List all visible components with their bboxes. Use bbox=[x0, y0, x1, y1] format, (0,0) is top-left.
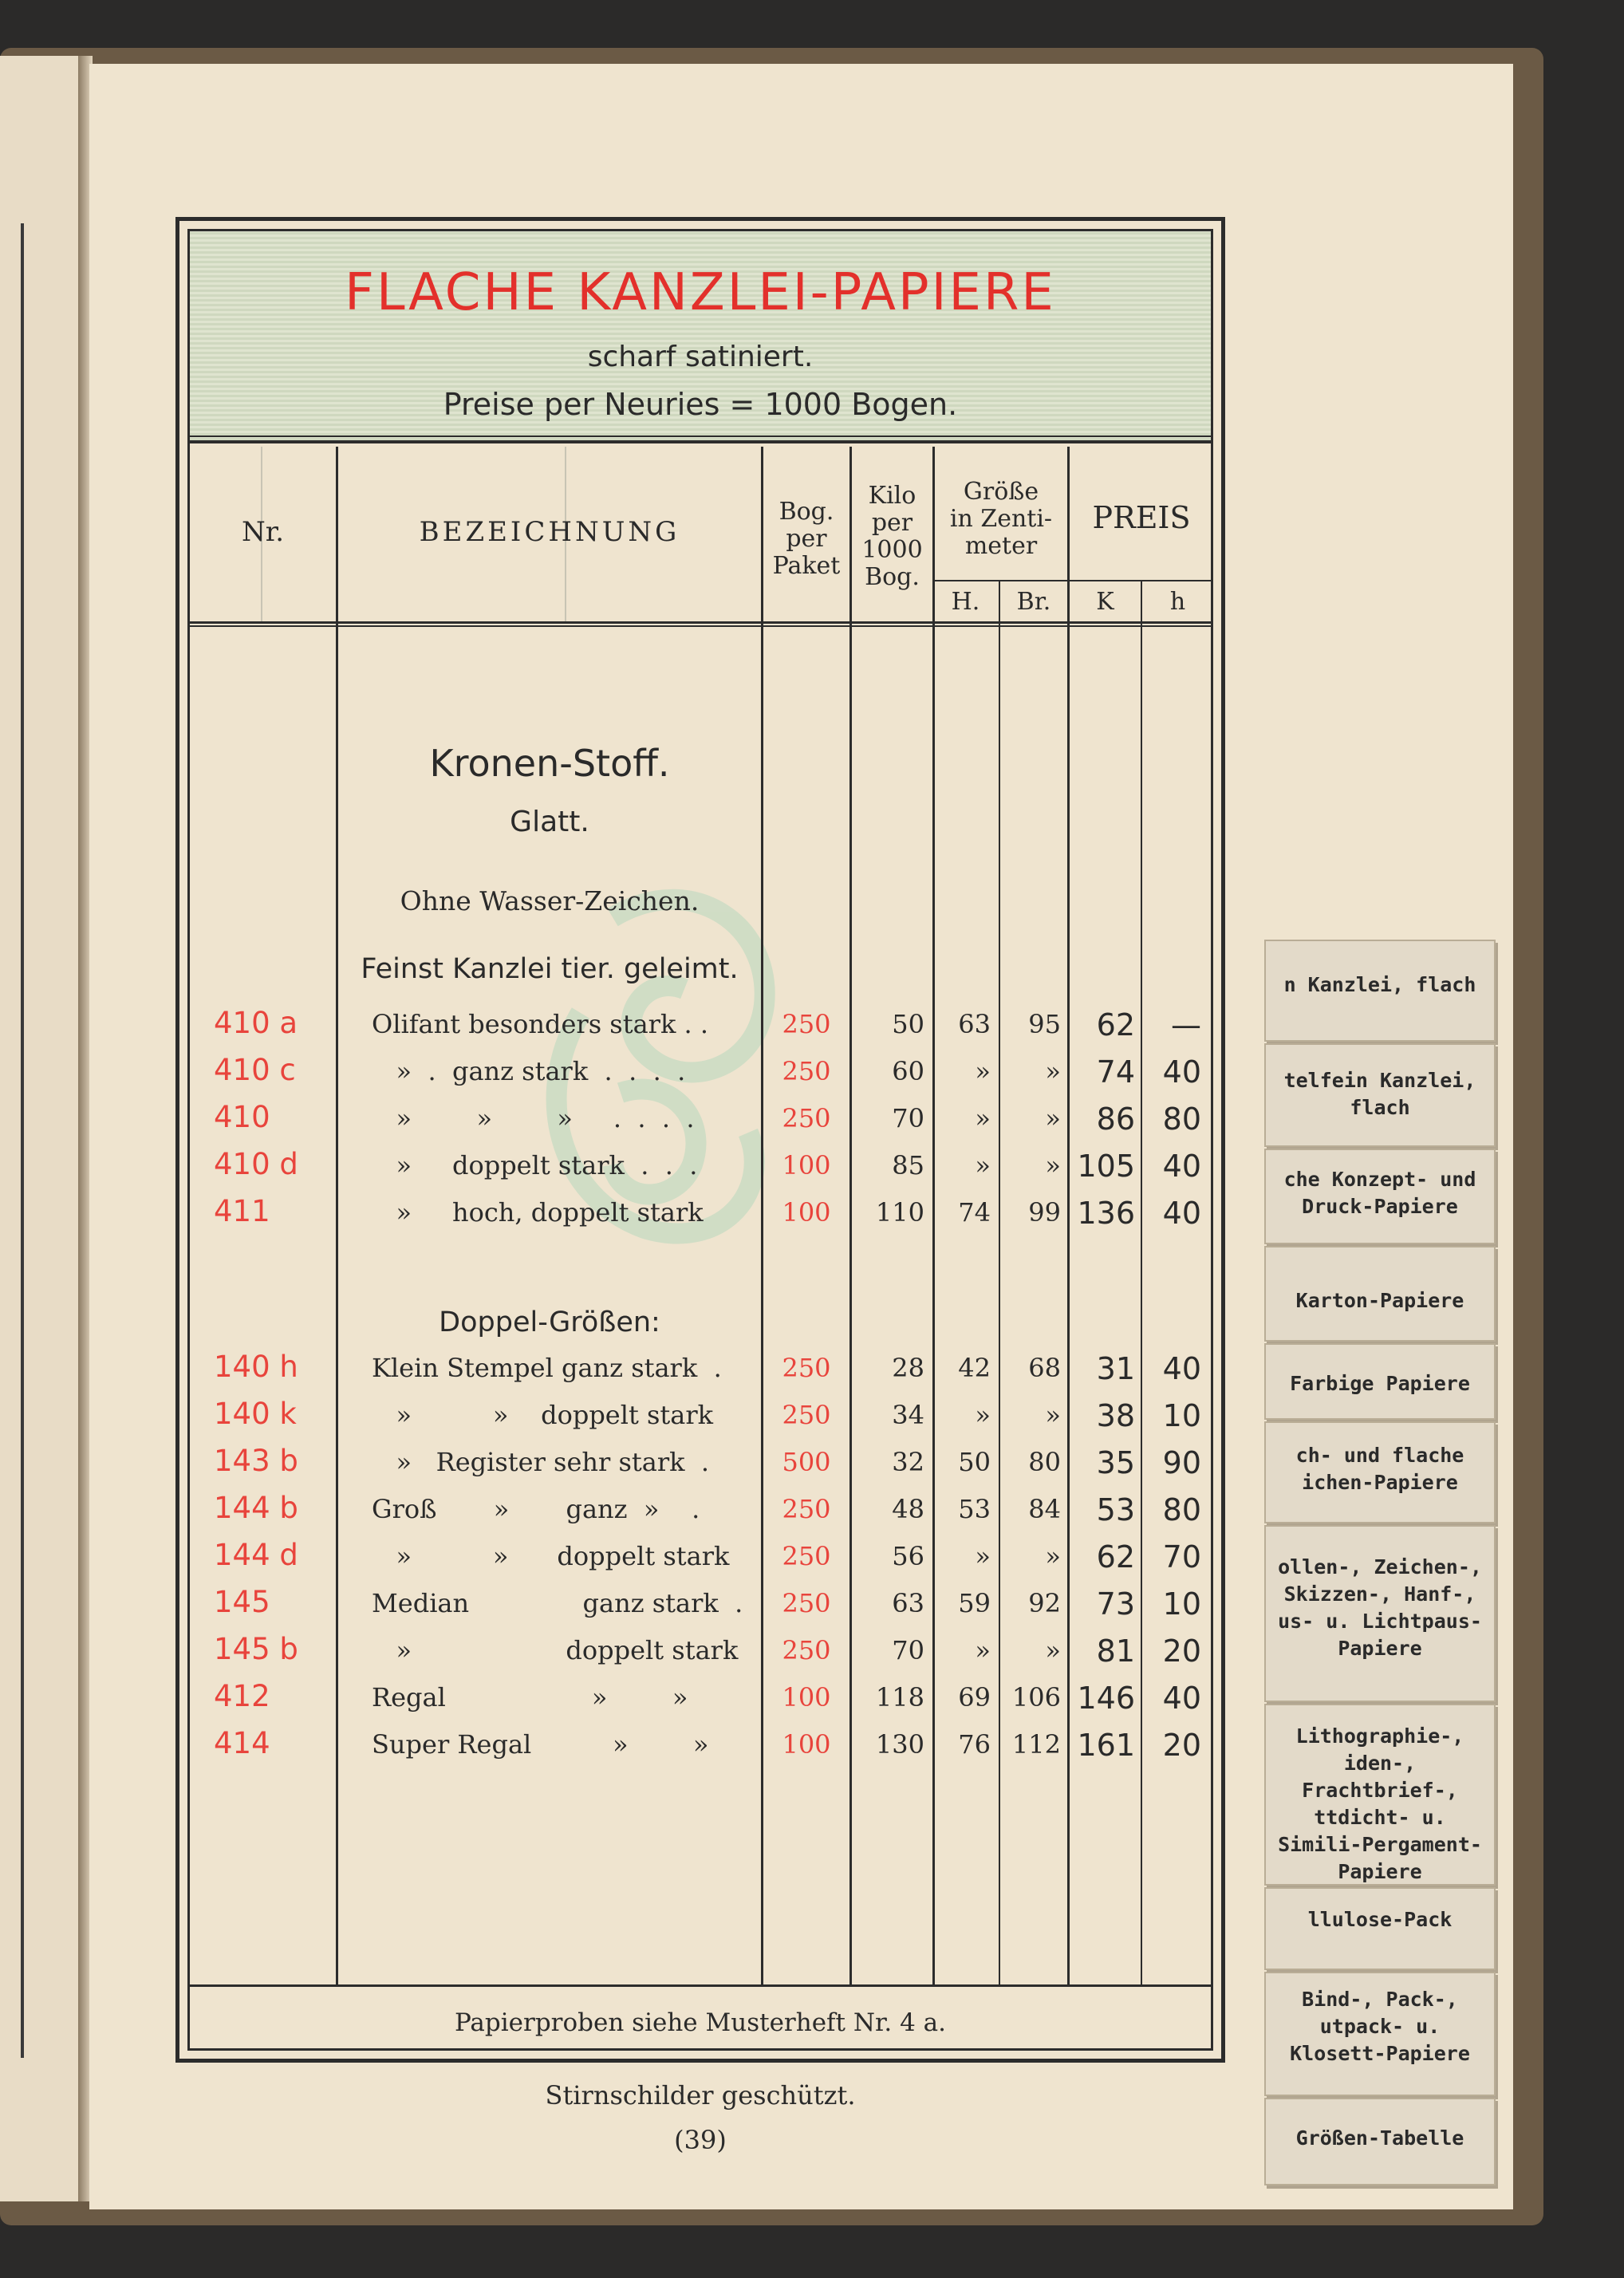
row-preis-h: — bbox=[1171, 1007, 1201, 1042]
section-kronen-stoff: Kronen-Stoff. bbox=[429, 742, 670, 785]
row-bezeichnung: Median ganz stark . bbox=[372, 1588, 743, 1618]
row-preis-k: 73 bbox=[1096, 1586, 1135, 1622]
col-header-groesse-line: meter bbox=[964, 532, 1038, 560]
col-header-bog-line: Paket bbox=[772, 552, 841, 580]
header-bottom-rule-2 bbox=[190, 625, 1211, 627]
table-row bbox=[190, 1100, 1211, 1143]
row-hoehe: 50 bbox=[958, 1447, 991, 1477]
col-line-h bbox=[999, 580, 1000, 1984]
row-bezeichnung: » doppelt stark . . . bbox=[372, 1150, 698, 1180]
row-kilo: 28 bbox=[892, 1353, 924, 1383]
row-preis-k: 31 bbox=[1096, 1351, 1135, 1386]
col-header-groesse-line: in Zenti- bbox=[949, 505, 1053, 533]
table-row bbox=[190, 1397, 1211, 1440]
row-preis-k: 53 bbox=[1096, 1492, 1135, 1527]
row-kilo: 70 bbox=[892, 1635, 924, 1665]
col-header-groesse bbox=[935, 479, 1067, 560]
row-preis-k: 38 bbox=[1096, 1398, 1135, 1433]
tab-konzept-druck[interactable] bbox=[1264, 1149, 1496, 1244]
row-hoehe: » bbox=[975, 1541, 991, 1571]
row-kilo: 85 bbox=[892, 1150, 924, 1180]
row-bezeichnung: Super Regal » » bbox=[372, 1729, 709, 1760]
col-header-kilo-line: per bbox=[871, 509, 913, 537]
col-header-kilo-line: Kilo bbox=[868, 482, 916, 510]
row-hoehe: » bbox=[975, 1150, 991, 1180]
row-breite: » bbox=[1045, 1541, 1061, 1571]
page-title: FLACHE KANZLEI-PAPIERE bbox=[345, 263, 1056, 322]
price-note: Preise per Neuries = 1000 Bogen. bbox=[443, 387, 958, 422]
row-bog-per-paket: 100 bbox=[782, 1729, 831, 1760]
col-header-k: K bbox=[1096, 588, 1114, 616]
table-row bbox=[190, 1350, 1211, 1393]
page-number: (39) bbox=[674, 2125, 727, 2155]
row-bezeichnung: Regal » » bbox=[372, 1682, 688, 1712]
col-header-bog bbox=[763, 499, 849, 580]
row-preis-h: 40 bbox=[1162, 1054, 1201, 1090]
row-bog-per-paket: 250 bbox=[782, 1056, 831, 1086]
table-row bbox=[190, 1147, 1211, 1190]
row-breite: 92 bbox=[1028, 1588, 1061, 1618]
row-hoehe: » bbox=[975, 1635, 991, 1665]
row-bezeichnung: Groß » ganz » . bbox=[372, 1494, 700, 1524]
row-hoehe: 59 bbox=[958, 1588, 991, 1618]
row-nr: 140 h bbox=[214, 1350, 298, 1384]
row-preis-h: 40 bbox=[1162, 1351, 1201, 1386]
table-row bbox=[190, 1053, 1211, 1096]
row-breite: 95 bbox=[1028, 1009, 1061, 1039]
row-bog-per-paket: 100 bbox=[782, 1197, 831, 1228]
left-page-rule bbox=[0, 223, 24, 2058]
row-preis-k: 74 bbox=[1096, 1054, 1135, 1090]
row-breite: 106 bbox=[1011, 1682, 1061, 1712]
tab-label: che Konzept- und Druck-Papiere bbox=[1283, 1168, 1476, 1218]
tab-label: Bind-, Pack-, utpack- u. Klosett-Papiere bbox=[1290, 1988, 1470, 2065]
row-bog-per-paket: 250 bbox=[782, 1353, 831, 1383]
row-preis-k: 86 bbox=[1096, 1102, 1135, 1137]
tab-label: llulose-Pack bbox=[1307, 1908, 1453, 1931]
row-bezeichnung: Klein Stempel ganz stark . bbox=[372, 1353, 722, 1383]
row-preis-h: 80 bbox=[1162, 1492, 1201, 1527]
row-breite: 68 bbox=[1028, 1353, 1061, 1383]
tab-label: Karton-Papiere bbox=[1295, 1289, 1464, 1312]
row-preis-k: 62 bbox=[1096, 1539, 1135, 1574]
col-header-kilo-line: 1000 bbox=[861, 536, 923, 564]
row-kilo: 50 bbox=[892, 1009, 924, 1039]
row-breite: » bbox=[1045, 1635, 1061, 1665]
row-nr: 140 k bbox=[214, 1397, 297, 1431]
row-bezeichnung: » doppelt stark bbox=[372, 1635, 739, 1665]
section-doppel-groessen: Doppel-Größen: bbox=[439, 1306, 660, 1338]
row-bog-per-paket: 100 bbox=[782, 1150, 831, 1180]
row-bezeichnung: » hoch, doppelt stark bbox=[372, 1197, 704, 1228]
row-bezeichnung: Olifant besonders stark . . bbox=[372, 1009, 709, 1039]
row-preis-h: 70 bbox=[1162, 1539, 1201, 1574]
row-nr: 410 bbox=[214, 1100, 270, 1134]
row-nr: 143 b bbox=[214, 1444, 298, 1478]
table-row bbox=[190, 1726, 1211, 1769]
row-preis-k: 146 bbox=[1077, 1681, 1135, 1716]
row-preis-h: 10 bbox=[1162, 1586, 1201, 1622]
col-header-hl: h bbox=[1169, 588, 1186, 616]
row-hoehe: 69 bbox=[958, 1682, 991, 1712]
row-bezeichnung: » » » . . . . bbox=[372, 1103, 695, 1133]
row-hoehe: 42 bbox=[958, 1353, 991, 1383]
tab-karton[interactable] bbox=[1264, 1246, 1496, 1342]
row-bezeichnung: » » doppelt stark bbox=[372, 1541, 730, 1571]
tab-farbige[interactable] bbox=[1264, 1343, 1496, 1420]
left-page bbox=[0, 56, 81, 2201]
tab-label: Lithographie-, iden-, Frachtbrief-, ttdicht- u. Simili-Pergament-Papiere bbox=[1278, 1724, 1482, 1883]
row-kilo: 110 bbox=[875, 1197, 924, 1228]
row-breite: 112 bbox=[1011, 1729, 1061, 1760]
tab-lithographie[interactable] bbox=[1264, 1704, 1496, 1886]
section-glatt: Glatt. bbox=[510, 806, 589, 838]
row-kilo: 48 bbox=[892, 1494, 924, 1524]
title-band bbox=[190, 231, 1211, 443]
page-subtitle: scharf satiniert. bbox=[587, 341, 814, 373]
row-breite: » bbox=[1045, 1056, 1061, 1086]
tab-rollen-zeichen[interactable] bbox=[1264, 1525, 1496, 1702]
row-kilo: 32 bbox=[892, 1447, 924, 1477]
tab-cellulose-pack[interactable] bbox=[1264, 1887, 1496, 1970]
row-breite: » bbox=[1045, 1400, 1061, 1430]
tab-zeichen-papiere[interactable] bbox=[1264, 1421, 1496, 1523]
row-hoehe: » bbox=[975, 1103, 991, 1133]
row-nr: 410 c bbox=[214, 1053, 296, 1087]
row-bezeichnung: » Register sehr stark . bbox=[372, 1447, 710, 1477]
row-preis-h: 40 bbox=[1162, 1149, 1201, 1184]
col-header-groesse-line: Größe bbox=[963, 478, 1039, 506]
row-breite: » bbox=[1045, 1103, 1061, 1133]
col-header-br: Br. bbox=[1016, 588, 1051, 616]
tab-label: Größen-Tabelle bbox=[1295, 2126, 1464, 2150]
table-row bbox=[190, 1679, 1211, 1722]
row-nr: 144 b bbox=[214, 1491, 298, 1525]
tab-label: n Kanzlei, flach bbox=[1283, 973, 1476, 996]
row-preis-h: 20 bbox=[1162, 1728, 1201, 1763]
row-breite: 84 bbox=[1028, 1494, 1061, 1524]
row-bog-per-paket: 100 bbox=[782, 1682, 831, 1712]
col-header-bezeichnung: BEZEICHNUNG bbox=[419, 516, 680, 548]
row-nr: 410 d bbox=[214, 1147, 298, 1181]
stirnschilder-note: Stirnschilder geschützt. bbox=[545, 2080, 856, 2110]
col-line-k bbox=[1141, 580, 1142, 1984]
row-bezeichnung: » . ganz stark . . . . bbox=[372, 1056, 686, 1086]
tab-label: telfein Kanzlei, flach bbox=[1283, 1069, 1476, 1119]
table-row bbox=[190, 1444, 1211, 1487]
row-preis-k: 35 bbox=[1096, 1445, 1135, 1480]
row-preis-k: 105 bbox=[1077, 1149, 1135, 1184]
col-header-kilo bbox=[852, 483, 932, 591]
row-nr: 414 bbox=[214, 1726, 270, 1760]
subheader-rule bbox=[932, 580, 1213, 581]
row-hoehe: 63 bbox=[958, 1009, 991, 1039]
row-bog-per-paket: 250 bbox=[782, 1635, 831, 1665]
header-bottom-rule bbox=[190, 621, 1211, 624]
row-nr: 410 a bbox=[214, 1006, 298, 1040]
row-bog-per-paket: 500 bbox=[782, 1447, 831, 1477]
row-hoehe: 74 bbox=[958, 1197, 991, 1228]
section-feinst-kanzlei: Feinst Kanzlei tier. geleimt. bbox=[361, 953, 739, 985]
col-header-bog-line: per bbox=[786, 525, 827, 553]
col-header-nr: Nr. bbox=[241, 516, 285, 548]
table-row bbox=[190, 1538, 1211, 1581]
footer-rule bbox=[190, 1984, 1211, 1987]
row-nr: 145 b bbox=[214, 1632, 298, 1666]
row-preis-h: 90 bbox=[1162, 1445, 1201, 1480]
row-kilo: 118 bbox=[875, 1682, 924, 1712]
tab-label: ch- und flache ichen-Papiere bbox=[1295, 1444, 1464, 1494]
row-preis-k: 62 bbox=[1096, 1007, 1135, 1042]
price-table-frame bbox=[175, 217, 1225, 2063]
row-kilo: 34 bbox=[892, 1400, 924, 1430]
table-row bbox=[190, 1632, 1211, 1675]
row-kilo: 63 bbox=[892, 1588, 924, 1618]
footer-musterheft: Papierproben siehe Musterheft Nr. 4 a. bbox=[454, 2008, 947, 2037]
table-row bbox=[190, 1585, 1211, 1628]
row-bezeichnung: » » doppelt stark bbox=[372, 1400, 714, 1430]
row-nr: 411 bbox=[214, 1194, 270, 1228]
row-nr: 412 bbox=[214, 1679, 270, 1713]
row-bog-per-paket: 250 bbox=[782, 1494, 831, 1524]
row-hoehe: » bbox=[975, 1400, 991, 1430]
row-hoehe: 53 bbox=[958, 1494, 991, 1524]
row-hoehe: » bbox=[975, 1056, 991, 1086]
row-preis-h: 80 bbox=[1162, 1102, 1201, 1137]
row-kilo: 56 bbox=[892, 1541, 924, 1571]
col-header-preis: PREIS bbox=[1092, 500, 1191, 535]
row-kilo: 70 bbox=[892, 1103, 924, 1133]
row-kilo: 60 bbox=[892, 1056, 924, 1086]
row-bog-per-paket: 250 bbox=[782, 1103, 831, 1133]
tab-mittelfein-kanzlei[interactable] bbox=[1264, 1043, 1496, 1147]
price-table bbox=[187, 229, 1213, 2051]
row-nr: 145 bbox=[214, 1585, 270, 1619]
row-breite: 99 bbox=[1028, 1197, 1061, 1228]
row-hoehe: 76 bbox=[958, 1729, 991, 1760]
row-preis-k: 161 bbox=[1077, 1728, 1135, 1763]
tab-groessen-tabelle[interactable] bbox=[1264, 2098, 1496, 2185]
row-kilo: 130 bbox=[875, 1729, 924, 1760]
table-row bbox=[190, 1006, 1211, 1049]
row-preis-h: 10 bbox=[1162, 1398, 1201, 1433]
col-header-bog-line: Bog. bbox=[778, 498, 834, 526]
row-bog-per-paket: 250 bbox=[782, 1009, 831, 1039]
row-breite: 80 bbox=[1028, 1447, 1061, 1477]
row-breite: » bbox=[1045, 1150, 1061, 1180]
row-bog-per-paket: 250 bbox=[782, 1400, 831, 1430]
tab-label: ollen-, Zeichen-, Skizzen-, Hanf-, us- u. Lichtpaus-Papiere bbox=[1278, 1555, 1482, 1660]
row-preis-k: 136 bbox=[1077, 1196, 1135, 1231]
row-preis-h: 40 bbox=[1162, 1196, 1201, 1231]
tab-bind-pack[interactable] bbox=[1264, 1972, 1496, 2096]
row-bog-per-paket: 250 bbox=[782, 1588, 831, 1618]
section-ohne-wasserzeichen: Ohne Wasser-Zeichen. bbox=[400, 885, 700, 916]
tab-label: Farbige Papiere bbox=[1290, 1372, 1470, 1395]
table-row bbox=[190, 1194, 1211, 1237]
row-preis-h: 40 bbox=[1162, 1681, 1201, 1716]
row-bog-per-paket: 250 bbox=[782, 1541, 831, 1571]
row-preis-h: 20 bbox=[1162, 1634, 1201, 1669]
row-nr: 144 d bbox=[214, 1538, 298, 1572]
tab-kanzlei-flach[interactable] bbox=[1264, 940, 1496, 1042]
table-row bbox=[190, 1491, 1211, 1534]
row-preis-k: 81 bbox=[1096, 1634, 1135, 1669]
col-header-kilo-line: Bog. bbox=[865, 563, 920, 591]
col-header-h: H. bbox=[951, 588, 980, 616]
